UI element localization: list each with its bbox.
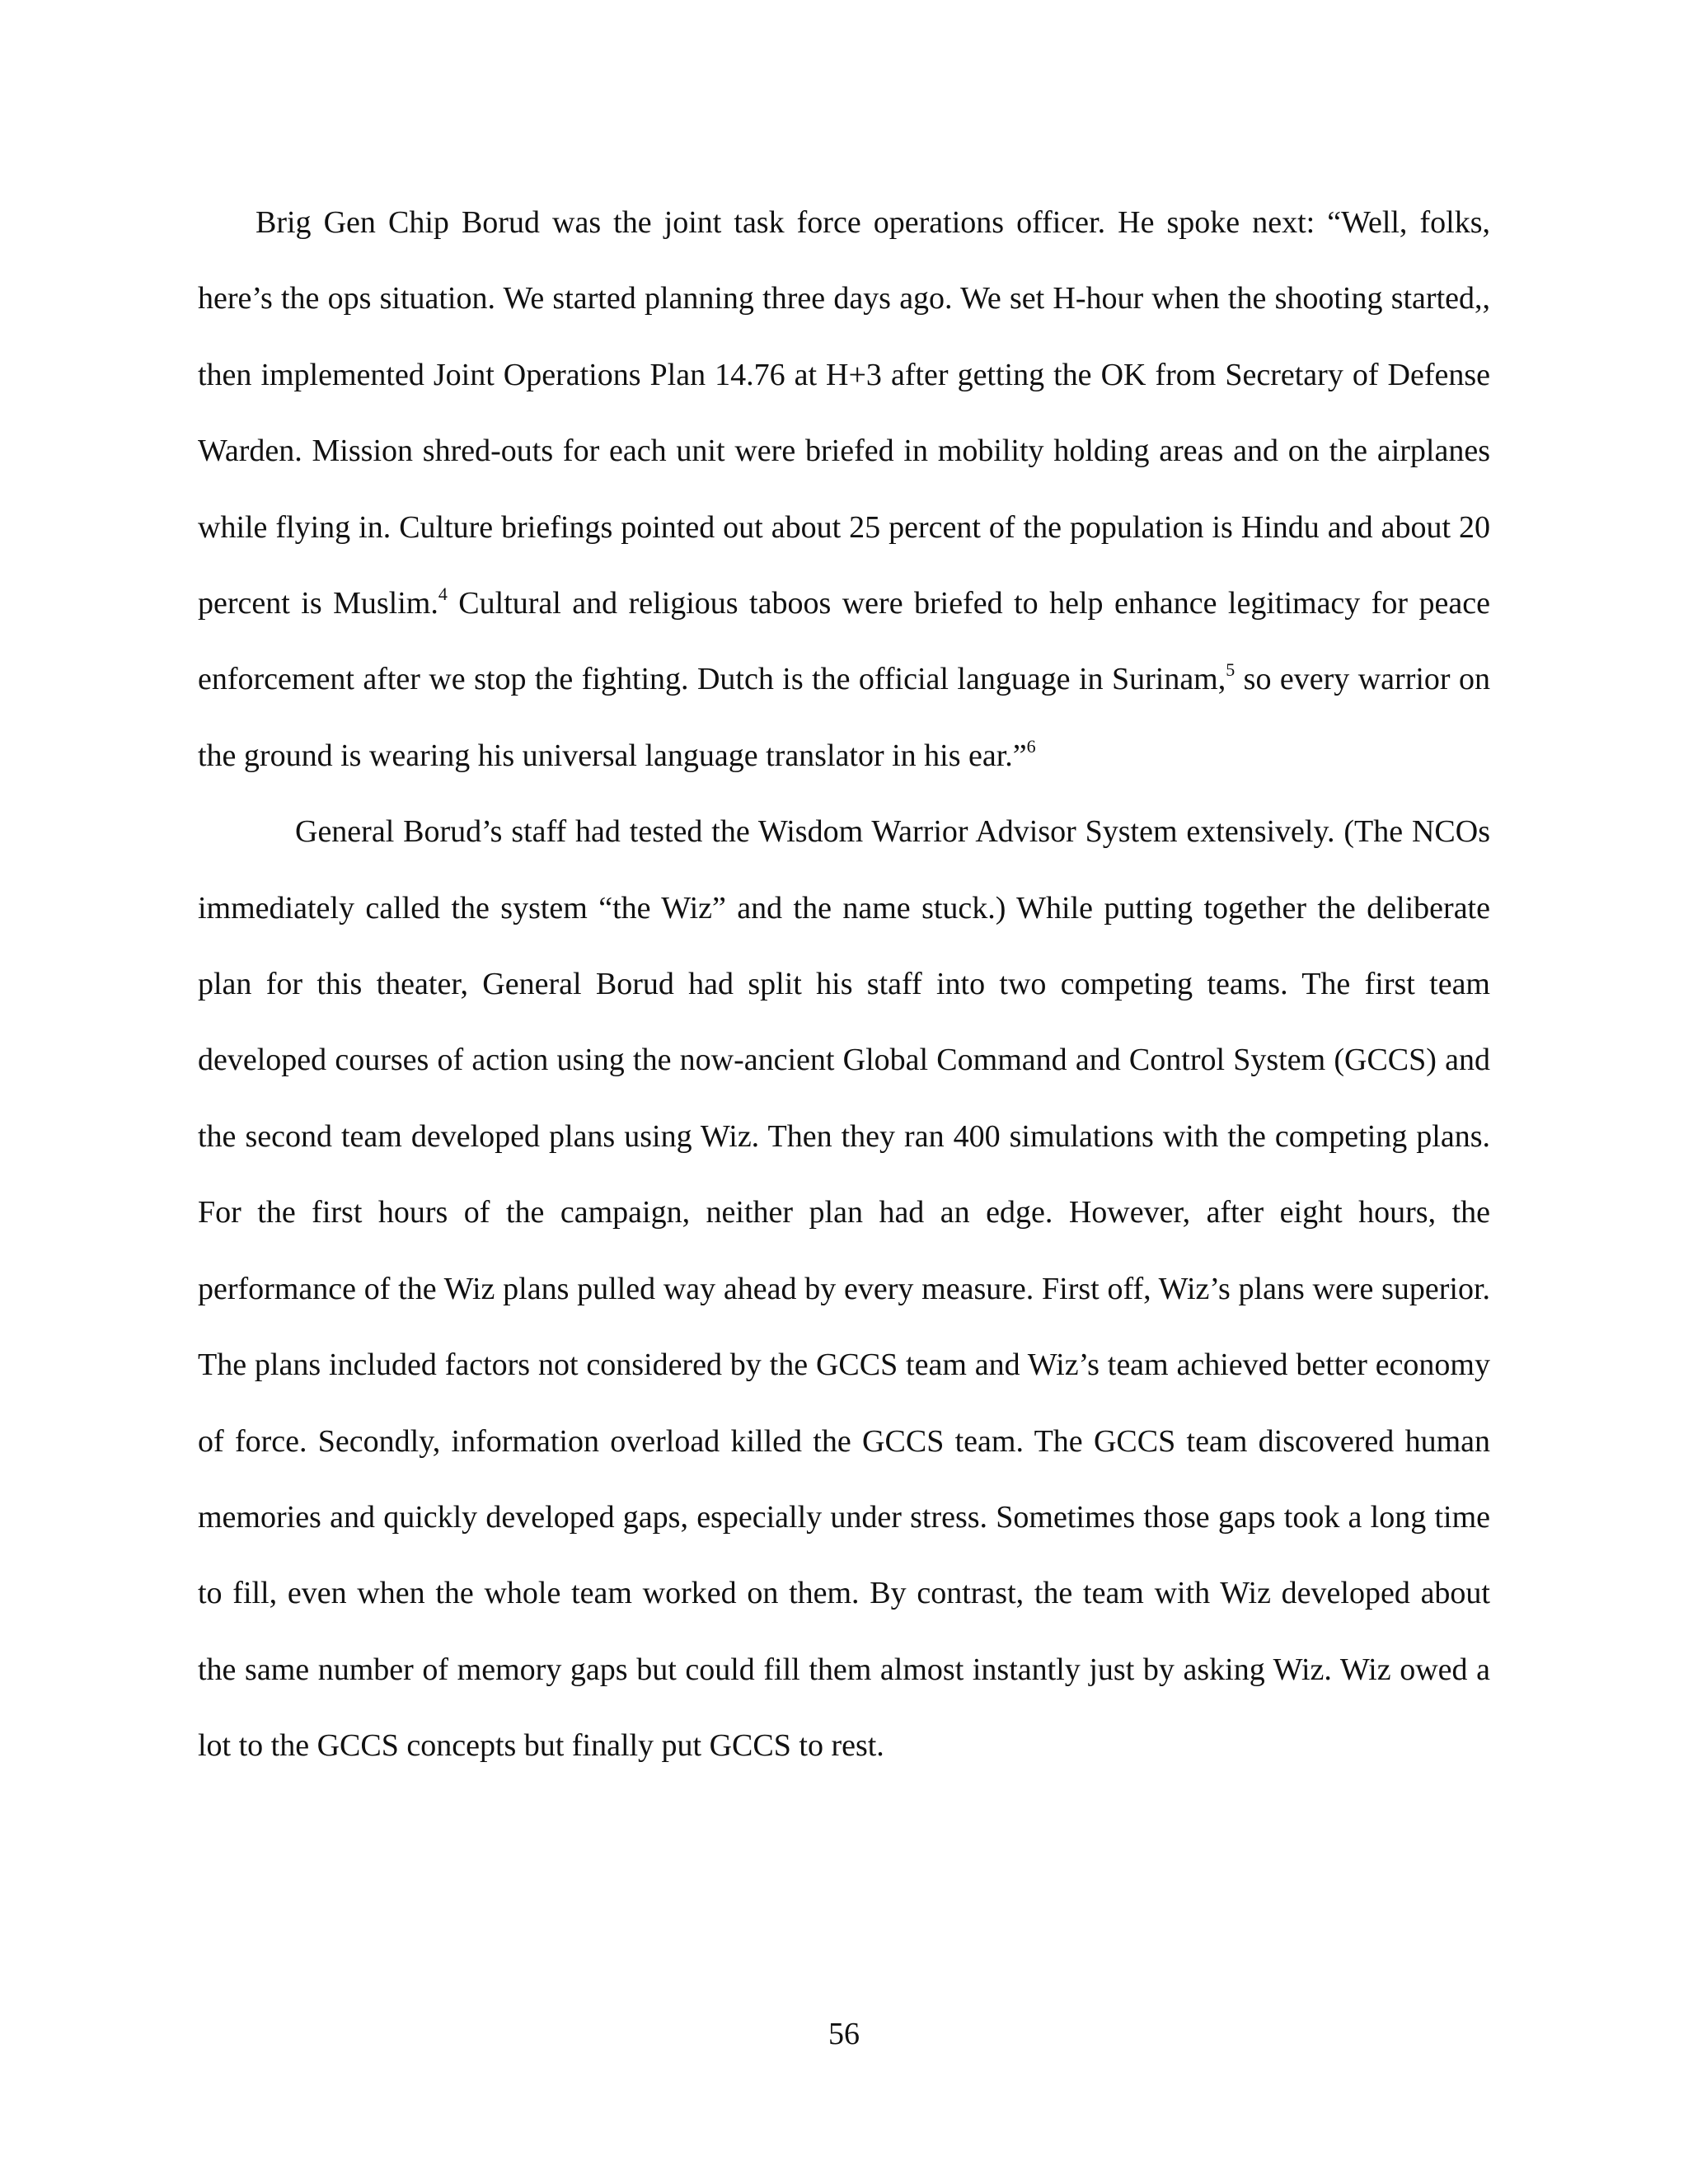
footnote-marker-5: 5 — [1226, 659, 1236, 681]
page-number: 56 — [828, 2017, 860, 2051]
footnote-marker-4: 4 — [438, 583, 448, 605]
paragraph-1 — [198, 185, 1490, 794]
paragraph-text: General Borud’s staff had tested the Wisdom Warrior Advisor System extensively. (The NCOs immediately called the system “the Wiz” and the name stuck.) While putting together the deliberate plan for this theater, General Borud had split his staff into two competing teams. The first team developed courses of action using the now-ancient Global Command and Control System (GCCS) and the second team developed plans using Wiz. Then they ran 400 simulations with the competing plans. For the first hours of the campaign, neither plan had an edge. However, after eight hours, the performance of the Wiz plans pulled way ahead by every measure. First off, Wiz’s plans were superior. The plans included factors not considered by the GCCS team and Wiz’s team achieved better economy of force. Secondly, information overload killed the GCCS team. The GCCS team discovered human memories and quickly developed gaps, especially under stress. Sometimes those gaps took a long time to fill, even when the whole team worked on them. By contrast, the team with Wiz developed about the same number of memory gaps but could fill them almost instantly just by asking Wiz. Wiz owed a lot to the GCCS concepts but finally put GCCS to rest. — [198, 814, 1490, 1764]
paragraph-2 — [198, 794, 1490, 1783]
body-text — [198, 185, 1490, 1784]
paragraph-text: Brig Gen Chip Borud was the joint task force operations officer. He spoke next: “Well, folks, here’s the ops situation. We started planning three days ago. We set H-hour when the shooting started,, then implemented Joint Operations Plan 14.76 at H+3 after getting the OK from Secretary of Defense Warden. Mission shred-outs for each unit were briefed in mobility holding areas and on the airplanes while flying in. Culture briefings pointed out about 25 percent of the population is Hindu and about 20 percent is Muslim. — [198, 205, 1490, 621]
paragraph-text: so every warrior on the ground is wearing his universal language translator in his ear.” — [198, 662, 1490, 773]
footnote-marker-6: 6 — [1026, 735, 1036, 757]
paragraph-text: Cultural and religious taboos were briefed to help enhance legitimacy for peace enforcement after we stop the fighting. Dutch is the official language in Surinam, — [198, 586, 1490, 697]
